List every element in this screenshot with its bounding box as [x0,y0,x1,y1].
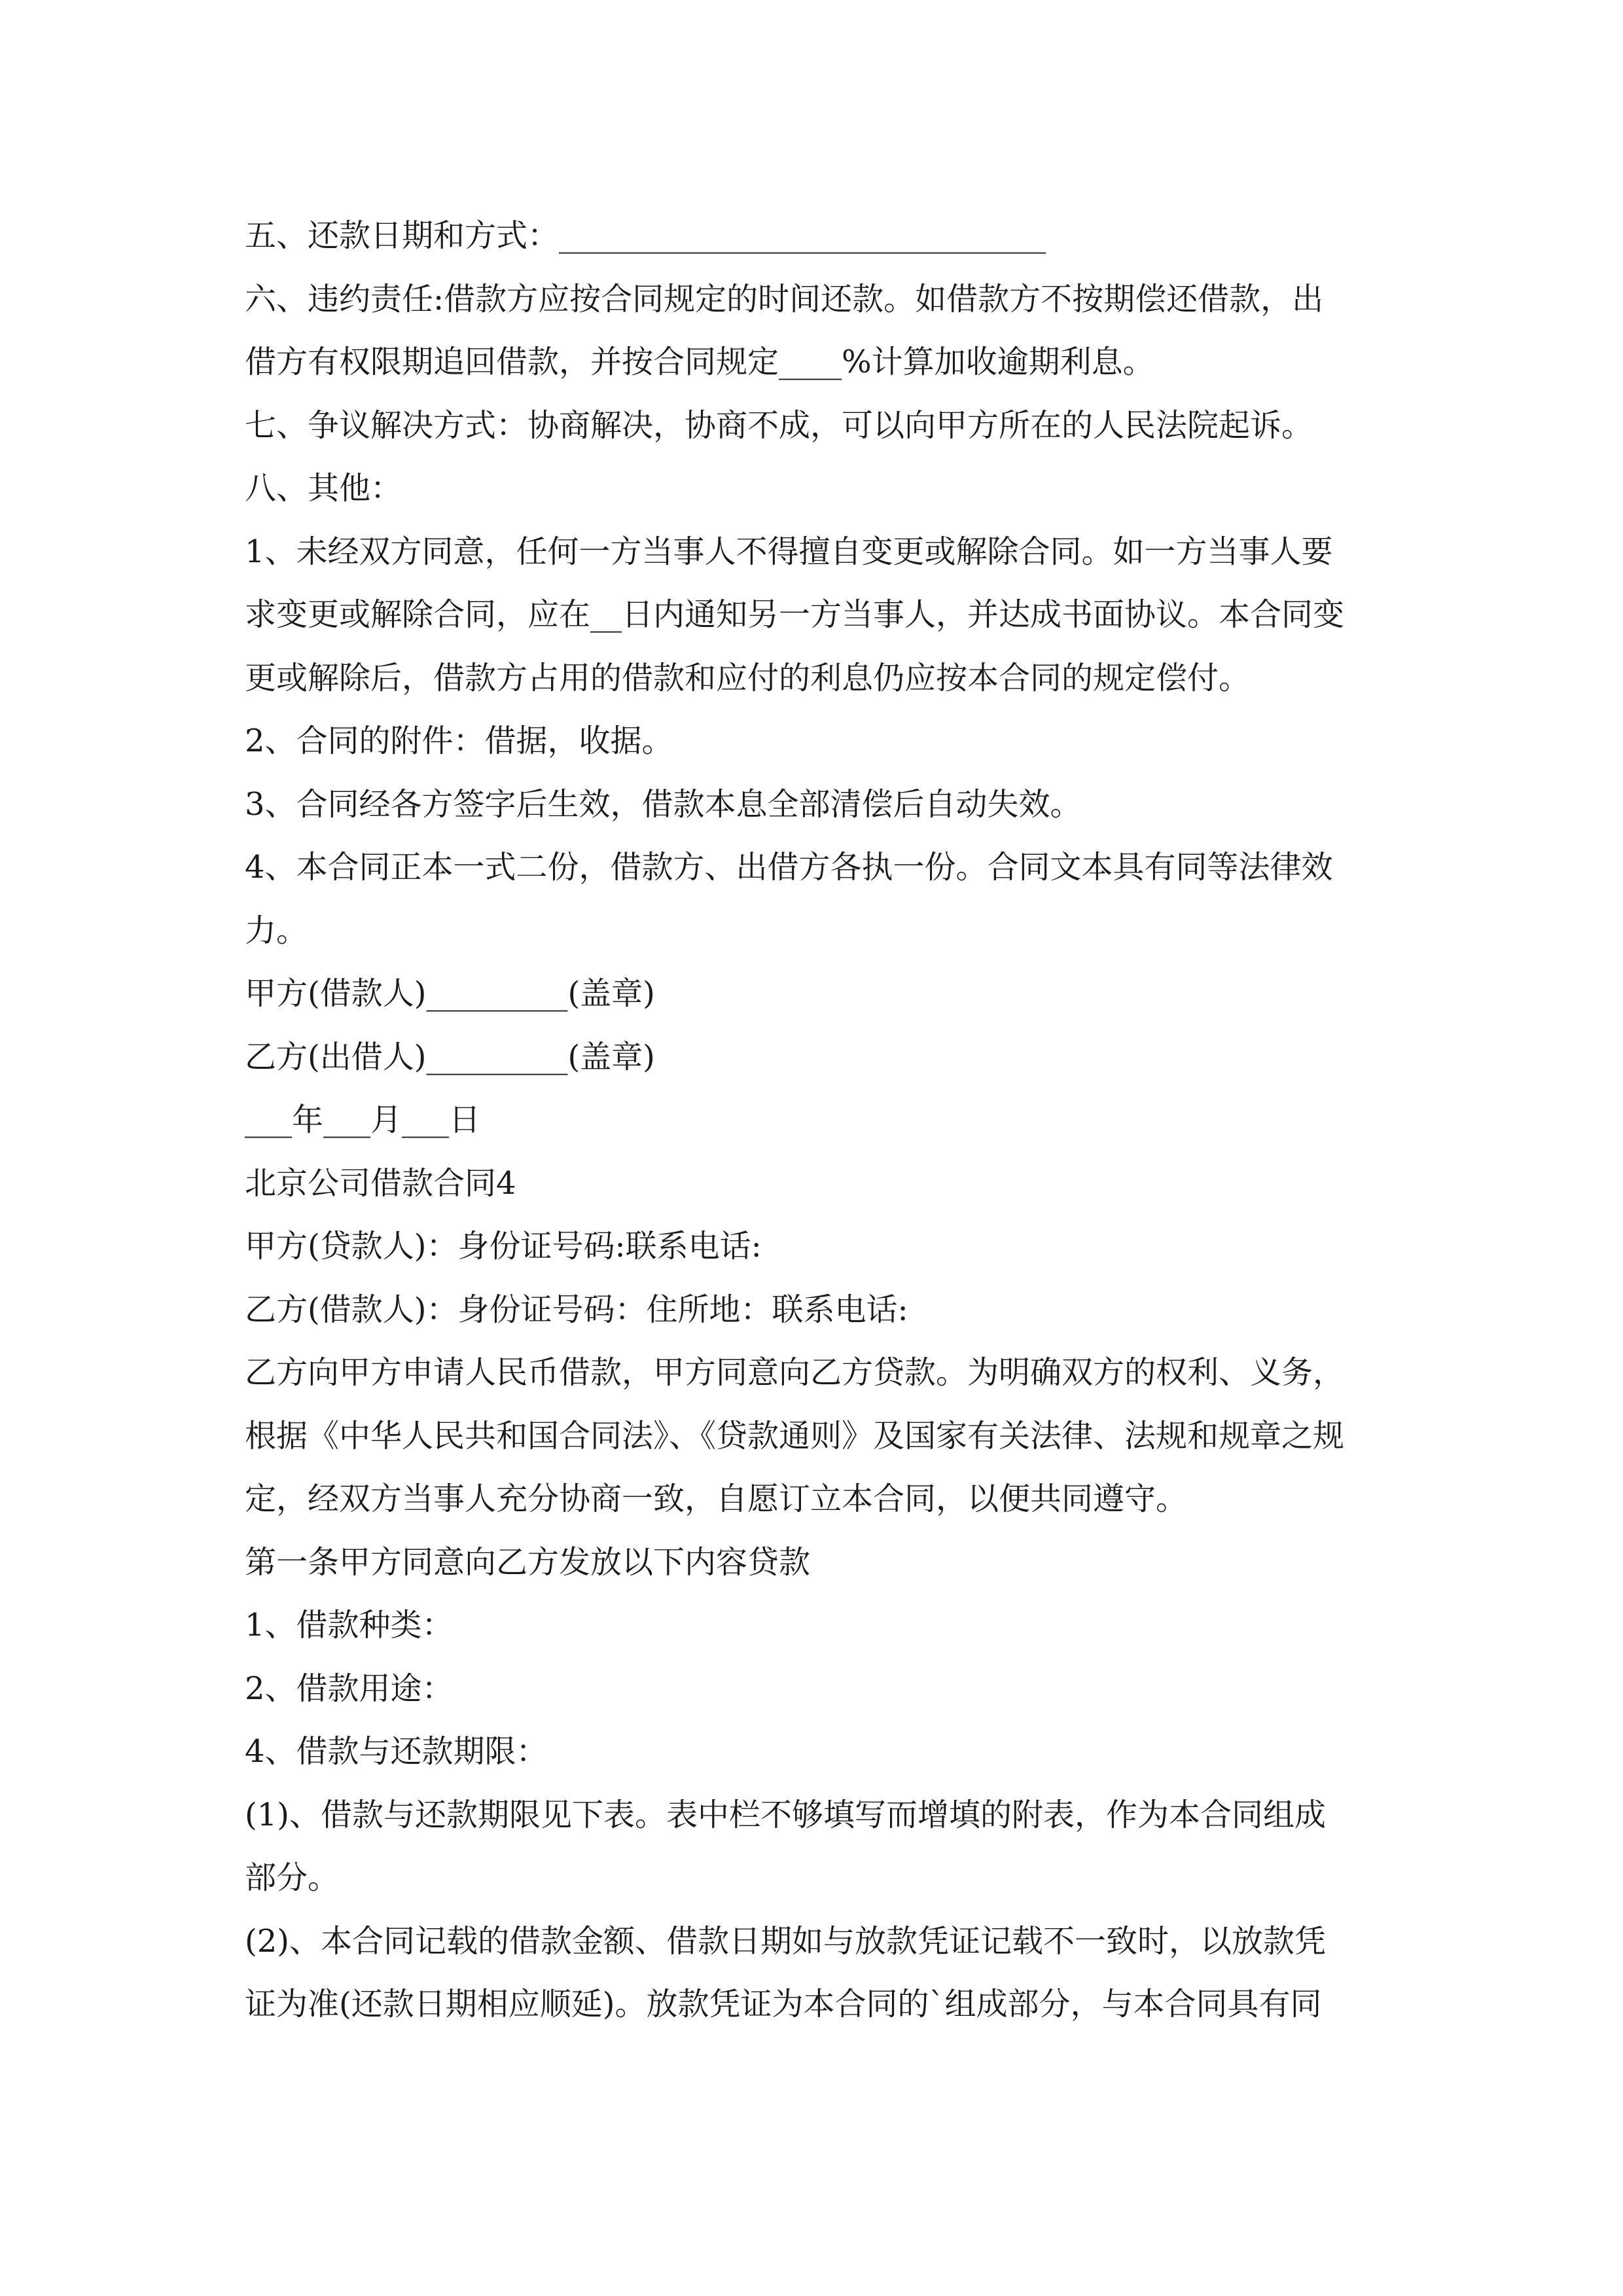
term-sub-2-line-1: (2)、本合同记载的借款金额、借款日期如与放款凭证记载不一致时，以放款凭 [245,1922,1326,1960]
contract-4-title: 北京公司借款合同4 [245,1164,516,1202]
party-a-lender: 甲方(贷款人)：身份证号码:联系电话: [245,1228,762,1265]
signature-party-a: 甲方(借款人)_________(盖章) [245,975,655,1012]
article-1-heading: 第一条甲方同意向乙方发放以下内容贷款 [245,1543,811,1581]
clause-5-repayment: 五、还款日期和方式：_______________________________ [245,217,1046,254]
term-sub-2-line-2: 证为准(还款日期相应顺延)。放款凭证为本合同的`组成部分，与本合同具有同 [245,1986,1322,2022]
preamble-line-2: 根据《中华人民共和国合同法》、《贷款通则》及国家有关法律、法规和规章之规 [245,1417,1345,1454]
article-1-item-4: 4、借款与还款期限： [245,1733,548,1770]
term-sub-1-line-2: 部分。 [245,1859,340,1896]
party-b-borrower: 乙方(借款人)：身份证号码：住所地：联系电话: [245,1291,908,1328]
other-item-4-line-2: 力。 [245,912,308,949]
other-item-1-line-1: 1、未经双方同意，任何一方当事人不得擅自变更或解除合同。如一方当事人要 [245,533,1333,570]
other-item-4-line-1: 4、本合同正本一式二份，借款方、出借方各执一份。合同文本具有同等法律效 [245,849,1333,886]
other-item-1-line-2: 求变更或解除合同，应在__日内通知另一方当事人，并达成书面协议。本合同变 [245,596,1345,633]
other-item-1-line-3: 更或解除后，借款方占用的借款和应付的利息仍应按本合同的规定偿付。 [245,659,1251,696]
preamble-line-3: 定，经双方当事人充分协商一致，自愿订立本合同，以便共同遵守。 [245,1480,1188,1517]
article-1-item-1: 1、借款种类： [245,1607,454,1643]
clause-6-liability-line-2: 借方有权限期追回借款，并按合同规定____%计算加收逾期利息。 [245,344,1154,380]
preamble-line-1: 乙方向甲方申请人民币借款，甲方同意向乙方贷款。为明确双方的权利、义务， [245,1354,1345,1391]
signature-date: ___年___月___日 [245,1102,481,1138]
document-body [245,204,1410,2036]
term-sub-1-line-1: (1)、借款与还款期限见下表。表中栏不够填写而增填的附表，作为本合同组成 [245,1796,1326,1833]
other-item-2: 2、合同的附件：借据，收据。 [245,723,673,759]
signature-party-b: 乙方(出借人)_________(盖章) [245,1038,655,1075]
clause-7-dispute: 七、争议解决方式：协商解决，协商不成，可以向甲方所在的人民法院起诉。 [245,406,1313,444]
other-item-3: 3、合同经各方签字后生效，借款本息全部清偿后自动失效。 [245,785,1082,823]
clause-6-liability-line-1: 六、违约责任:借款方应按合同规定的时间还款。如借款方不按期偿还借款，出 [245,280,1324,317]
clause-8-other-heading: 八、其他： [245,470,402,507]
article-1-item-2: 2、借款用途： [245,1670,454,1707]
